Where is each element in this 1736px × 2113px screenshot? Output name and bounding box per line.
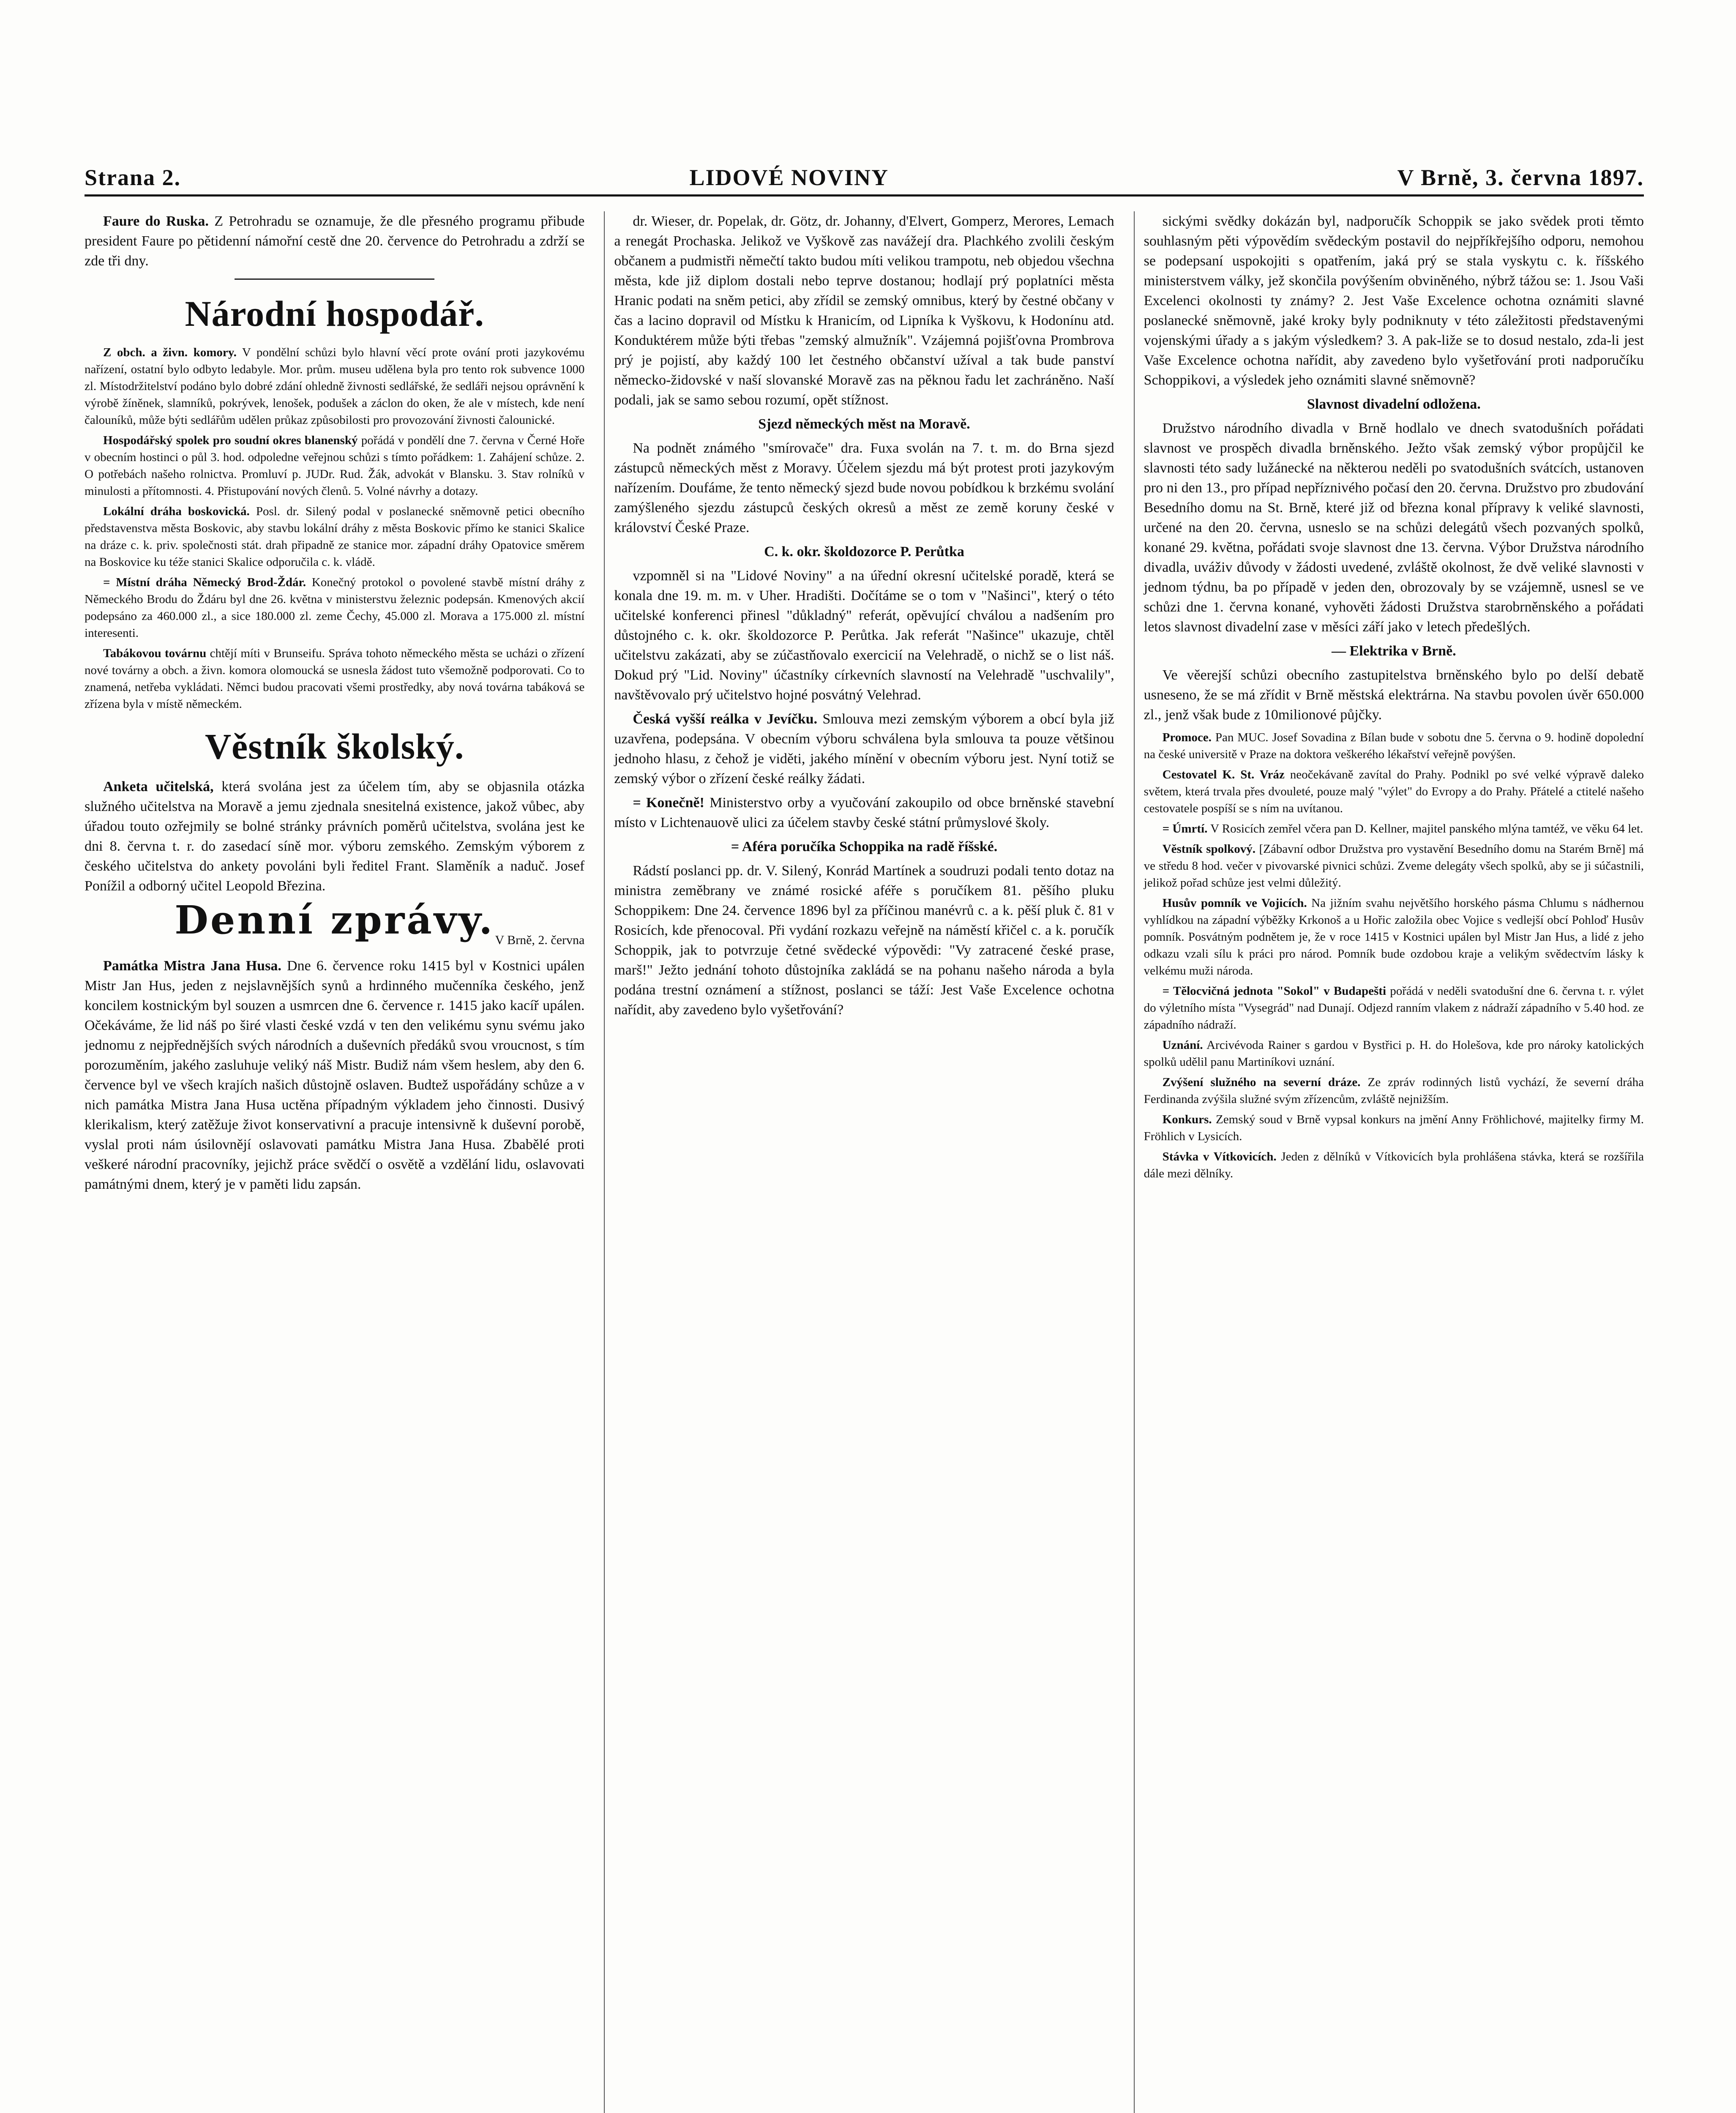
article-headline: Hospodářský spolek pro soudní okres blanenský [103, 434, 358, 447]
article-hospodarsky-spolek [85, 432, 584, 500]
section-heading-denni-zpravy: Denní zprávy. [175, 897, 495, 943]
article-text: sickými svědky dokázán byl, nadporučík Schoppik se jako svědek proti těmto souhlasným pěti výpovědím svědeckým postavil do nejpříkřejšího odporu, nemohou se podepsaní uspokojiti s opatřením, jaká prý se stala vyskytu c. k. říšského ministerstvem války, jež skončila povýšením obviněného, nýbrž tážou se: 1. Jsou Vaši Excelenci okolnosti ty známy? 2. Jest Vaše Excelence ochotna oznámiti slavné poslanecké sněmovně, jaké kroky byly podniknuty v této záležitosti představenými vojenskými úřady a s jakým výsledkem? 3. A pak-liže se to dosud nestalo, zda-li jest Vaše Excelence ochotna nařídit, aby zavedeno bylo vyšetřování proti nadporučíku Schoppikovi, a výsledek jeho oznámiti slavné sněmovně? [1144, 213, 1644, 388]
article-headline: Promoce. [1162, 731, 1212, 744]
article-text: Ministerstvo orby a vyučování zakoupilo od obce brněnské stavební místo v Lichtenauově ulici za účelem stavby české státní průmyslové školy. [614, 795, 1114, 830]
article-headline: Zvýšení služného na severní dráze. [1162, 1076, 1361, 1089]
article-afera [614, 861, 1114, 1020]
article-lokalni-draha [85, 503, 584, 571]
article-text: Arcivévoda Rainer s gardou v Bystřici p. H. do Holešova, kde pro nároky katolických spolků udělil panu Martiníkovi uznání. [1144, 1038, 1644, 1069]
article-zvyseni-sluzneho [1144, 1074, 1644, 1108]
article-text: Smlouva mezi zemským výborem a obcí byla již uzavřena, podepsána. V obecním výboru schválena byla smlouva ta pouze většinou jednoho hlasu, z čehož je viděti, jakého mínění v obecním výboru jest. Nyní totiž se zemský výbor o zřízení české reálky žádati. [614, 711, 1114, 786]
article-headline: Lokální dráha boskovická. [103, 505, 250, 518]
article-telocvicna-jednota [1144, 983, 1644, 1033]
article-text: Na jižním svahu největšího horského pásma Chlumu s nádhernou vyhlídkou na západní výběžky Krkonoš a u Hořic založila obec Vojice s vedlejší obcí Pohloď Husův pomník. Posvátným podnětem je, že v roce 1415 v Kostnici upálen byl Mistr Jan Hus, a lidé z jeho odkazu vzali sílu k práci pro národ. Pomník bude ozdobou kraje a velikým svědectvím lásky k velkému muži národa. [1144, 896, 1644, 977]
dateline: V Brně, 2. června [495, 933, 585, 947]
article-text: dr. Wieser, dr. Popelak, dr. Götz, dr. Johanny, d'Elvert, Gomperz, Merores, Lemach a renegát Prochaska. Jelikož ve Vyškově zas navážejí dra. Plachkého zvolili českým občanem a pudmistři němečtí takto budou míti velikou trampotu, neb objedou všechna města, kde již diplom dostali nebo teprve dostanou; hodlají prý poplatníci města Hranic podati na sněm petici, aby zřídil se zemský omnibus, který by čestné občany v čas a lacino dopravil od Místku k Hranicím, od Lipníka k Vyškovu, k Hodonínu atd. Konduktérem může býti třebas "zemský almužník". Vzájemná pojišťovna Prombrova prý je pojistí, aby každý 100 let čestného občanství užíval a tak bude panství německo-židovské v naší slovanské Moravě zas na pěknou řadu let zachráněno. Naší podali, jak se samo sebou rozumí, opět stížnost. [614, 213, 1114, 408]
divider [235, 278, 434, 280]
article-pamatka-husa [85, 956, 584, 1194]
article-text: V pondělní schůzi bylo hlavní věcí prote ování proti jazykovému nařízení, ostatní bylo odbyto ledabyle. Mor. prům. museu udělena byla pro tento rok subvence 1000 zl. Místodržitelství podáno bylo dobré zdání ohledně živnosti sedlářské, že sedláři nejsou oprávnění k výrobě žíněnek, slamníků, pokrývek, lenošek, podušek a záclon do oken, že ale v místech, kde není čalouníků, může býti sedlářům udělen průkaz způsobilosti pro provozování živnosti čalounické. [85, 346, 585, 427]
article-text: Rádstí poslanci pp. dr. V. Silený, Konrád Martínek a soudruzi podali tento dotaz na ministra zeměbrany ve známé rosické aféře s poručíkem 81. pěšího pluku Schoppikem: Dne 24. července 1896 byl za příčinou manévrů c. a k. pěší pluk č. 81 v Rosicích, kde přenocoval. Při vydání rozkazu veřejně na náměstí křičel c. a k. poručík Schoppik, jak to potvrzuje četné svědecké výpovědi: "Vy zatracené české prase, marš!" Ježto jednání tohoto důstojníka zakládá se na pohanu našeho národa a byla podána trestní oznámení a stížnost, poslanci se táží: Jest Vaše Excelence ochotna nařídit, aby zavedeno bylo vyšetřování? [614, 863, 1114, 1018]
article-headline: Památka Mistra Jana Husa. [103, 958, 281, 974]
article-text: Ze zpráv rodinných listů vychází, že severní dráha Ferdinanda zvýšila služné svým zřízencům, zvláště nejnižším. [1144, 1076, 1644, 1106]
article-text: pořádá v pondělí dne 7. června v Černé Hoře v obecním hostinci o půl 3. hod. odpoledne veřejnou schůzi s tímto pořádkem: 1. Zahájení schůze. 2. O potřebách našeho rolnictva. Promluví p. JUDr. Rud. Žák, advokát v Blansku. 3. Stav rolníků v minulosti a přítomnosti. 4. Přistupování nových členů. 5. Volné návrhy a dotazy. [85, 434, 585, 498]
article-headline: Tabákovou továrnu [103, 647, 207, 660]
article-faure [85, 211, 584, 271]
article-stavka [1144, 1148, 1644, 1182]
article-konecne [614, 793, 1114, 833]
issue-date: V Brně, 3. června 1897. [1397, 165, 1644, 190]
article-text: neočekávaně zavítal do Prahy. Podnikl po své velké výpravě daleko světem, která trvala přes dvouleté, pouze malý "výlet" do Evropy a do Prahy. Přátelé a ctitelé našeho cestovatele pospíší se s ním na uvítanou. [1144, 768, 1644, 815]
column-3 [1134, 211, 1644, 2113]
article-promoce [1144, 729, 1644, 763]
article-slavnost [1144, 418, 1644, 637]
article-text: V Rosicích zemřel včera pan D. Kellner, majitel panského mlýna tamtéž, ve věku 64 let. [1210, 822, 1643, 835]
article-headline: Uznání. [1162, 1038, 1203, 1052]
article-text: chtějí míti v Brunseifu. Správa tohoto německého města se ucházi o zřízení nové továrny a obch. a živn. komora olomoucká se usnesla žádost tuto všemožně podporovati. Co to znamená, netřeba vykládati. Němci budou pracovati všemi prostředky, aby nová továrna tabáková se zřízena byla v místě německém. [85, 647, 585, 711]
article-realka [614, 709, 1114, 789]
page-number: Strana 2. [85, 165, 181, 190]
article-headline: = Místní dráha Německý Brod-Ždár. [103, 576, 306, 589]
article-elektrika [1144, 665, 1644, 725]
article-headline: Cestovatel K. St. Vráz [1162, 768, 1285, 781]
article-headline: Husův pomník ve Vojicích. [1162, 896, 1307, 910]
article-text: Jeden z dělníků v Vítkovicích byla prohlášena stávka, která se rozšířila dále mezi dělníky. [1144, 1150, 1644, 1180]
section-heading-vestnik-skolsky: Věstník školský. [205, 726, 464, 767]
article-husuv-pomnik [1144, 895, 1644, 979]
article-anketa [85, 777, 584, 896]
article-umrti [1144, 820, 1644, 837]
article-headline: Věstník spolkový. [1162, 842, 1256, 856]
article-headline: Faure do Ruska. [103, 213, 209, 229]
article-skoldozorce [614, 566, 1114, 705]
article-text: Z Petrohradu se oznamuje, že dle přesného programu přibude president Faure po pětidenní námořní cestě dne 20. července do Petrohradu a zdrží se zde tři dny. [85, 213, 585, 269]
article-uznani [1144, 1037, 1644, 1070]
article-text: Pan MUC. Josef Sovadina z Bílan bude v sobotu dne 5. června o 9. hodině dopolední na české universitě v Praze na doktora veškerého lékařství veřejně povýšen. [1144, 731, 1644, 761]
article-sjezd [614, 438, 1114, 538]
article-headline: Z obch. a živn. komory. [103, 346, 237, 359]
article-text: Dne 6. července roku 1415 byl v Kostnici upálen Mistr Jan Hus, jeden z nejslavnějších synů a hrdinného mučenníka českého, jenž koncilem kostnickým byl souzen a usmrcen dne 6. července r. 1415 jako kacíř upálen. Očekáváme, že lid náš po širé vlasti české vzdá v ten den velikému synu svému jako jednomu z nejpřednějších svých národních a duševních předáků svou vroucnost, s tím porozuměním, jakého zasluhuje veliký náš Mistr. Budiž nám všem heslem, aby den 6. července byl ve všech krajích našich důstojně oslaven. Budtež uspořádány schůze a v nich památka Mistra Jana Husa uctěna případným výkladem jeho činnosti. Dusivý klerikalism, který zatěžuje život konservativní a pracuje intensivně k duševní porobě, vyslal proti nám úsilovnějí oslavovati památku Mistra Jana Husa. Zbabělé proti veškeré národní pracovníky, jejichž práce svědčí o osvětě a vzdělání lidu, oslavovati památnými dnem, který je v paměti lidu zapsán. [85, 958, 585, 1192]
article-continuation [1144, 211, 1644, 390]
article-text: vzpomněl si na "Lidové Noviny" a na úřední okresní učitelské poradě, která se konala dne 19. m. m. v Uher. Hradišti. Dočítáme se o tom v "Našinci", který o této učitelské konferenci přinesl "důkladný" referát, opěvující chválou a nadšením pro důstojného c. k. okr. školdozorce P. Perůtka. Jak referát "Našince" ukazuje, chtěl učitelstvu zakázati, aby se zúčastňovalo exercicií na Velehradě, o nichž se o list náš. Dokud prý "Lid. Noviny" účastníky církevních slavností na Velehradě "uschvalily", navštěvovalo prý učitelstvo hojné posvátný Velehrad. [614, 568, 1114, 703]
article-text: Zemský soud v Brně vypsal konkurs na jmění Anny Fröhlichové, majitelky firmy M. Fröhlich v Lysicích. [1144, 1113, 1644, 1143]
article-mistni-draha [85, 574, 584, 642]
article-text: Na podnět známého "smírovače" dra. Fuxa svolán na 7. t. m. do Brna sjezd zástupců německých měst z Moravy. Účelem sjezdu má být protest proti jazykovým nařízením. Doufáme, že tento německý sjezd bude novou pobídkou k brzkému svolání zamýšleného sjezdu zástupců českých okresů a měst ze země koruny české v království České Praze. [614, 440, 1114, 535]
article-text: Družstvo národního divadla v Brně hodlalo ve dnech svatodušních pořádati slavnost ve prospěch divadla brněnského. Ježto však zemský výbor propůjčil ke slavnosti této sady lužánecké na některou neděli po svatodušních svátcích, ustanoven pro ni den 13., pro případ nepříznivého počasí den 20. června. Družstvo pro zbudování Besedního domu na St. Brně, které již od března konal přípravy k veliké slavnosti, určené na den 20. června, usneslo se na schůzi delegátů všech pozvaných spolků, konané 29. května, pořádati svoje slavnost dne 13. června. Výbor Družstva národního divadla, uváživ důvody v žádosti uvedené, zvláště okolnost, že dvě veliké slavnosti v jednom týdnu, ba po případě v jeden den, obrozovaly by se vzájemně, usnesl se ve schůzi dne 1. června konané, vyhověti žádosti Družstva starobrněnského a pořádati letos slavnost divadelní zase v měsíci září jako v letech předešlých. [1144, 420, 1644, 635]
article-headline: Stávka v Vítkovicích. [1162, 1150, 1277, 1163]
article-obch-komora [85, 344, 584, 429]
article-continuation [614, 211, 1114, 410]
article-headline: = Tělocvičná jednota "Sokol" v Budapešti [1162, 984, 1386, 998]
article-text: Ve věerejší schůzi obecního zastupitelstva brněnského bylo po delší debatě usneseno, že se má zřídit v Brně městská elektrárna. Na stavbu povolen úvěr 650.000 zl., jenž však bude z 10milionové půjčky. [1144, 667, 1644, 723]
article-text: Konečný protokol o povolené stavbě místní dráhy z Německého Brodu do Ždáru byl dne 26. května v ministerstvu železnic podepsán. Kmenových akcií podepsáno za 460.000 zl., a sice 180.000 zl. zeme Čechy, 45.000 zl. Morava a 175.000 zl. místní interesenti. [85, 576, 585, 640]
article-headline: C. k. okr. školdozorce P. Perůtka [764, 544, 964, 560]
article-headline: Konkurs. [1162, 1113, 1212, 1126]
article-headline: Slavnost divadelní odložena. [1307, 396, 1481, 412]
article-text: která svolána jest za účelem tím, aby se objasnila otázka služného učitelstva na Moravě a jemu zjednala snesitelná existence, jakož vůbec, aby úřadou touto ozřejmily se bolné stránky právních poměrů učitelstva, svolána jest ke dni 8. června t. r. do zasedací síně mor. výboru zemského. Zemským výborem z českého učitelstva do ankety povoláni byli ředitel Frant. Slaměník a naduč. Josef Ponížil a odborný učitel Leopold Březina. [85, 779, 585, 894]
article-headline: = Aféra poručíka Schoppika na radě říšské. [731, 839, 998, 854]
article-headline: Sjezd německých měst na Moravě. [758, 416, 970, 432]
article-konkurs [1144, 1111, 1644, 1145]
article-text: [Zábavní odbor Družstva pro vystavění Besedního domu na Starém Brně] má ve středu 8 hod. večer v pivovarské pivnici schůzi. Zveme delegáty všech spolků, aby se ji súčastnili, jelikož pořad schůze jest velmi důležitý. [1144, 842, 1644, 890]
page-header [85, 161, 1644, 197]
article-vestnik-spolkovy [1144, 841, 1644, 891]
article-headline: = Konečně! [633, 795, 704, 811]
article-text: Posl. dr. Silený podal v poslanecké sněmovně petici obecního představenstva města Boskovic, aby stavbu lokální dráhy z města Boskovic přímo ke stanici Skalice na dráze c. k. priv. společnosti stát. drah připadně ze stanice mor. západní dráhy Opatovice směrem na Boskovice ku téže stanici Skalice odporučila c. k. vládě. [85, 505, 585, 569]
article-cestovatel [1144, 766, 1644, 817]
article-headline: = Úmrtí. [1162, 822, 1208, 835]
section-heading-narodni-hospodar: Národní hospodář. [185, 293, 484, 334]
article-columns [85, 211, 1644, 2113]
masthead-title: LIDOVÉ NOVINY [689, 165, 889, 190]
article-headline: — Elektrika v Brně. [1331, 643, 1456, 659]
column-2 [604, 211, 1114, 2113]
article-headline: Česká vyšší reálka v Jevíčku. [633, 711, 818, 727]
article-headline: Anketa učitelská, [103, 779, 214, 794]
article-tabakova-tovarna [85, 645, 584, 713]
column-1 [85, 211, 584, 2113]
article-text: pořádá v neděli svatodušní dne 6. června t. r. výlet do výletního místa "Vysegrád" nad Dunají. Odjezd ranním vlakem z nádraží západního v 5.40 hod. ze západního nádraží. [1144, 984, 1644, 1032]
